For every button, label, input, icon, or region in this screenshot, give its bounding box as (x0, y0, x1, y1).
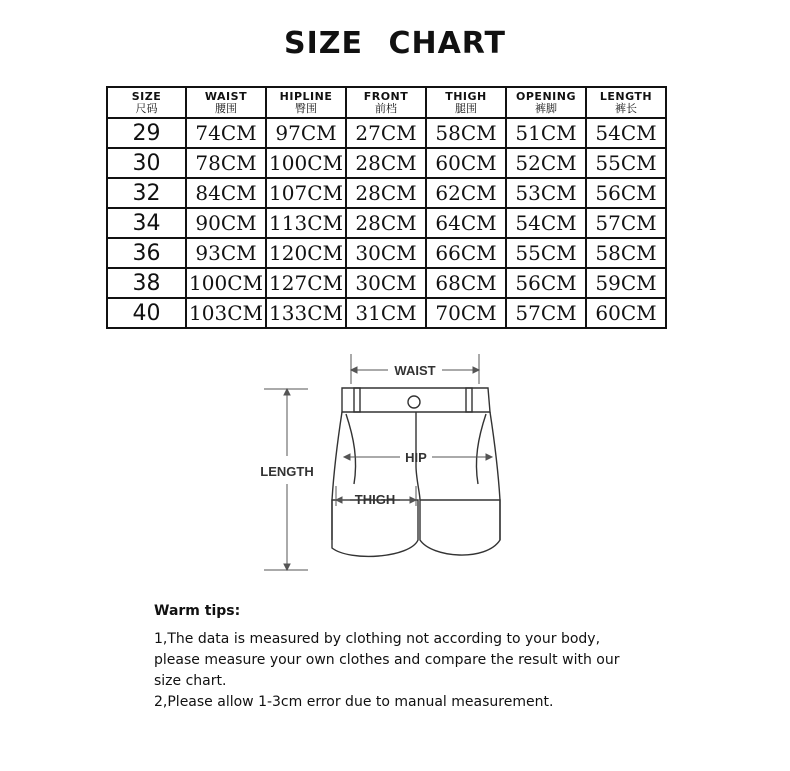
hip-label: HIP (405, 450, 427, 465)
table-cell: 52CM (506, 148, 586, 178)
table-cell: 64CM (426, 208, 506, 238)
tips-line: 1,The data is measured by clothing not according to your body, (154, 631, 601, 647)
table-cell: 31CM (346, 298, 426, 328)
table-cell: 120CM (266, 238, 346, 268)
warm-tips (154, 603, 714, 713)
length-measure (264, 389, 308, 570)
table-cell: 34 (107, 208, 186, 238)
header-length: LENGTH 裤长 (586, 87, 666, 118)
header-size: SIZE 尺码 (107, 87, 186, 118)
table-cell: 53CM (506, 178, 586, 208)
table-row (107, 148, 666, 178)
table-cell: 38 (107, 268, 186, 298)
table-cell: 93CM (186, 238, 266, 268)
table-cell: 74CM (186, 118, 266, 148)
table-cell: 30CM (346, 238, 426, 268)
table-cell: 30 (107, 148, 186, 178)
table-cell: 60CM (586, 298, 666, 328)
header-opening: OPENING 裤脚 (506, 87, 586, 118)
tips-line: size chart. (154, 673, 227, 689)
shorts-measurement-diagram (250, 348, 520, 578)
table-row (107, 298, 666, 328)
table-cell: 28CM (346, 208, 426, 238)
size-chart-table (106, 86, 667, 329)
table-cell: 59CM (586, 268, 666, 298)
table-cell: 56CM (506, 268, 586, 298)
table-cell: 51CM (506, 118, 586, 148)
table-row (107, 208, 666, 238)
table-cell: 113CM (266, 208, 346, 238)
table-row (107, 118, 666, 148)
table-cell: 107CM (266, 178, 346, 208)
table-cell: 70CM (426, 298, 506, 328)
table-cell: 54CM (506, 208, 586, 238)
table-cell: 55CM (586, 148, 666, 178)
table-cell: 30CM (346, 268, 426, 298)
table-cell: 58CM (426, 118, 506, 148)
table-cell: 28CM (346, 148, 426, 178)
table-cell: 60CM (426, 148, 506, 178)
table-cell: 56CM (586, 178, 666, 208)
shorts-outline (332, 388, 500, 556)
length-label: LENGTH (260, 464, 314, 479)
table-cell: 90CM (186, 208, 266, 238)
tips-line: 2,Please allow 1-3cm error due to manual measurement. (154, 694, 554, 710)
table-cell: 66CM (426, 238, 506, 268)
table-cell: 57CM (506, 298, 586, 328)
table-cell: 55CM (506, 238, 586, 268)
table-cell: 127CM (266, 268, 346, 298)
header-waist: WAIST 腰围 (186, 87, 266, 118)
table-row (107, 268, 666, 298)
table-cell: 40 (107, 298, 186, 328)
table-cell: 57CM (586, 208, 666, 238)
table-cell: 103CM (186, 298, 266, 328)
header-front: FRONT 前档 (346, 87, 426, 118)
table-row (107, 178, 666, 208)
thigh-label: THIGH (354, 492, 396, 507)
table-cell: 36 (107, 238, 186, 268)
tips-line: please measure your own clothes and compare the result with our (154, 652, 620, 668)
table-cell: 78CM (186, 148, 266, 178)
table-cell: 32 (107, 178, 186, 208)
table-cell: 54CM (586, 118, 666, 148)
table-cell: 68CM (426, 268, 506, 298)
table-cell: 58CM (586, 238, 666, 268)
table-cell: 84CM (186, 178, 266, 208)
page-title: SIZE CHART (283, 26, 507, 61)
header-thigh: THIGH 腿围 (426, 87, 506, 118)
table-cell: 28CM (346, 178, 426, 208)
tips-title: Warm tips: (154, 603, 241, 619)
table-cell: 29 (107, 118, 186, 148)
header-hipline: HIPLINE 臀围 (266, 87, 346, 118)
table-row (107, 238, 666, 268)
table-cell: 133CM (266, 298, 346, 328)
table-cell: 100CM (266, 148, 346, 178)
waist-label: WAIST (394, 363, 436, 378)
table-cell: 97CM (266, 118, 346, 148)
table-cell: 100CM (186, 268, 266, 298)
table-header-row (107, 87, 666, 118)
table-cell: 62CM (426, 178, 506, 208)
table-cell: 27CM (346, 118, 426, 148)
